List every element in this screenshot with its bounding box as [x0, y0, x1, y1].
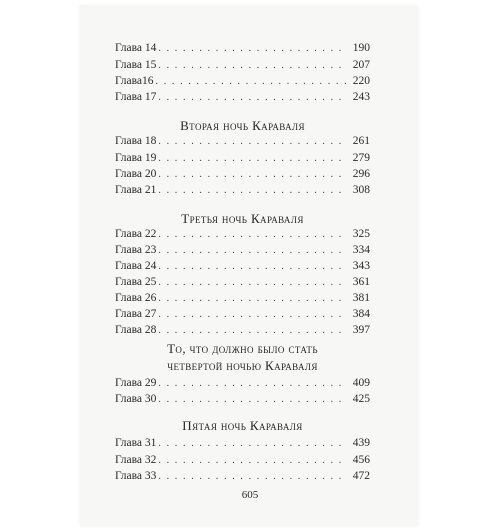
chapter-page: 397 — [352, 324, 370, 336]
chapter-label: Глава 23 — [115, 244, 157, 256]
chapter-page: 361 — [352, 276, 370, 288]
chapter-label: Глава 25 — [115, 276, 157, 288]
toc-row — [115, 454, 370, 470]
toc-row — [115, 292, 370, 308]
dot-leader — [158, 378, 346, 389]
chapter-page: 243 — [352, 91, 370, 103]
toc-row — [115, 377, 370, 393]
section-heading — [115, 340, 370, 374]
dot-leader — [156, 76, 346, 87]
chapter-label: Глава 32 — [115, 454, 157, 466]
toc-row — [115, 308, 370, 324]
toc-row — [115, 276, 370, 292]
chapter-page: 439 — [352, 437, 370, 449]
dot-leader — [158, 245, 346, 256]
chapter-label: Глава 22 — [115, 228, 157, 240]
toc-row — [115, 228, 370, 244]
toc-row — [115, 260, 370, 276]
dot-leader — [158, 136, 346, 147]
chapter-page: 425 — [352, 393, 370, 405]
chapter-page: 384 — [352, 308, 370, 320]
section-heading-line-2: четвертой ночью Караваля — [167, 358, 318, 373]
toc-row — [115, 168, 370, 184]
dot-leader — [158, 455, 346, 466]
toc-row — [115, 59, 370, 75]
dot-leader — [158, 471, 346, 482]
toc-row — [115, 470, 370, 486]
chapter-label: Глава 30 — [115, 393, 157, 405]
toc-row — [115, 184, 370, 200]
chapter-page: 207 — [352, 59, 370, 71]
toc-row — [115, 324, 370, 340]
dot-leader — [158, 309, 346, 320]
chapter-label: Глава 15 — [115, 59, 157, 71]
chapter-page: 381 — [352, 292, 370, 304]
chapter-label: Глава 33 — [115, 470, 157, 482]
section-heading — [115, 210, 370, 227]
toc-row — [115, 152, 370, 168]
chapter-page: 190 — [352, 42, 370, 54]
chapter-page: 279 — [352, 152, 370, 164]
chapter-label: Глава 18 — [115, 135, 157, 147]
chapter-label: Глава 20 — [115, 168, 157, 180]
section-heading-text: Вторая ночь Караваля — [180, 118, 305, 133]
dot-leader — [158, 169, 346, 180]
toc-row — [115, 437, 370, 453]
dot-leader — [158, 185, 346, 196]
toc-row — [115, 42, 370, 58]
chapter-label: Глава 26 — [115, 292, 157, 304]
chapter-label: Глава 19 — [115, 152, 157, 164]
page-number: 605 — [241, 489, 259, 501]
section-heading — [115, 117, 370, 134]
chapter-page: 325 — [352, 228, 370, 240]
chapter-page: 261 — [352, 135, 370, 147]
chapter-page: 409 — [352, 377, 370, 389]
chapter-label: Глава 27 — [115, 308, 157, 320]
chapter-label: Глава 14 — [115, 42, 157, 54]
dot-leader — [158, 438, 346, 449]
dot-leader — [158, 153, 346, 164]
dot-leader — [158, 229, 346, 240]
chapter-page: 472 — [352, 470, 370, 482]
section-heading-text: Третья ночь Караваля — [181, 211, 304, 226]
chapter-page: 296 — [352, 168, 370, 180]
dot-leader — [158, 60, 346, 71]
dot-leader — [158, 293, 346, 304]
chapter-label: Глава 31 — [115, 437, 157, 449]
dot-leader — [158, 277, 346, 288]
section-heading-line-1: То, что должно было стать — [167, 341, 318, 356]
toc-row — [115, 244, 370, 260]
chapter-label: Глава16 — [115, 75, 154, 87]
chapter-label: Глава 29 — [115, 377, 157, 389]
chapter-label: Глава 21 — [115, 184, 157, 196]
chapter-page: 456 — [352, 454, 370, 466]
chapter-label: Глава 17 — [115, 91, 157, 103]
dot-leader — [158, 92, 346, 103]
dot-leader — [158, 325, 346, 336]
section-heading — [115, 417, 370, 434]
dot-leader — [158, 394, 346, 405]
toc-row — [115, 135, 370, 151]
toc-row — [115, 393, 370, 409]
chapter-page: 334 — [352, 244, 370, 256]
chapter-label: Глава 24 — [115, 260, 157, 272]
chapter-page: 308 — [352, 184, 370, 196]
toc-row — [115, 75, 370, 91]
chapter-page: 220 — [352, 75, 370, 87]
section-heading-text: Пятая ночь Караваля — [182, 418, 303, 433]
dot-leader — [158, 43, 346, 54]
chapter-label: Глава 28 — [115, 324, 157, 336]
toc-row — [115, 91, 370, 107]
dot-leader — [158, 261, 346, 272]
chapter-page: 343 — [352, 260, 370, 272]
